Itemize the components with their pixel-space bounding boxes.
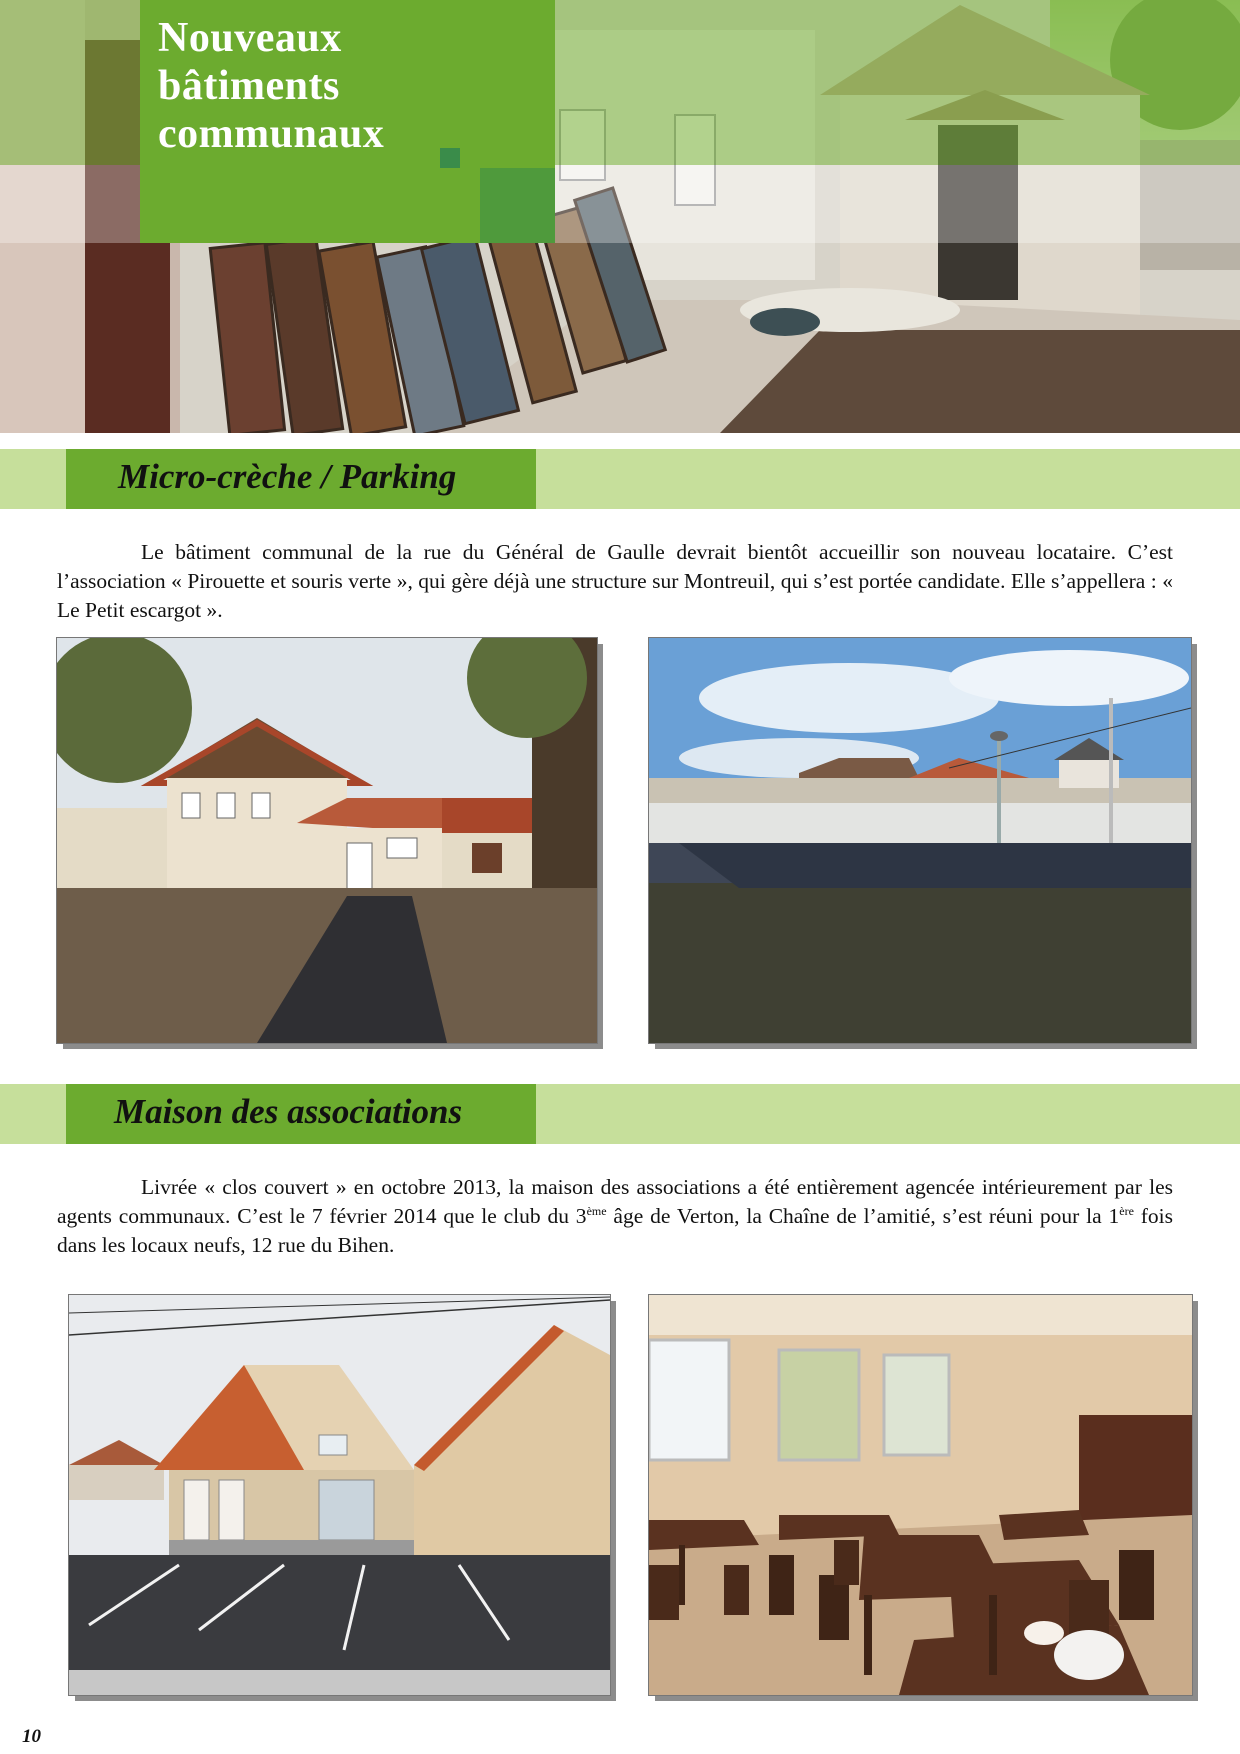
superscript-text: ère	[1119, 1203, 1134, 1218]
section-heading-tab	[66, 449, 536, 509]
paragraph-text: âge de Verton, la Chaîne de l’amitié, s’est réuni pour la 1	[606, 1204, 1120, 1228]
section-paragraph-micro-creche: Le bâtiment communal de la rue du Général de Gaulle devrait bientôt accueillir son nouveau locataire. C’est l’association « Pirouette et souris verte », qui gère déjà une structure sur Montreuil, qui s’est portée candidate. Elle s’appellera : « Le Petit escargot ».	[57, 540, 1173, 622]
photo-micro-creche-building	[57, 638, 597, 1043]
paragraph-text: Livrée « clos couvert » en octobre 2013, la maison des associations a été entièrement agencée intérieurement par les agents communaux. C’est le 7 février 2014 que le club du 3	[57, 1175, 1173, 1228]
section-heading-band	[0, 449, 1240, 509]
page-title-line: communaux	[158, 111, 385, 157]
photo-maison-associations-interior	[649, 1295, 1192, 1695]
building-photo	[57, 638, 597, 1043]
page-title-line: Nouveaux	[158, 15, 342, 61]
section-title-micro-creche: Micro-crèche / Parking	[118, 457, 457, 496]
paragraph-text: fois dans les locaux neufs, 12 rue du Bihen.	[57, 1204, 1173, 1257]
page-title	[158, 14, 384, 158]
title-block-decoration	[480, 168, 555, 243]
header-banner-photo	[0, 0, 1240, 433]
photo-parking	[649, 638, 1191, 1043]
section-heading-tab	[66, 1084, 536, 1144]
parking-photo	[649, 638, 1191, 1043]
interior-dining-room-photo	[649, 1295, 1192, 1695]
section-title-maison-associations: Maison des associations	[114, 1092, 463, 1131]
title-square-icon	[440, 148, 460, 168]
page-number: 10	[22, 1726, 41, 1747]
page-title-line: bâtiments	[158, 63, 340, 109]
section-heading-band	[0, 1084, 1240, 1144]
photo-maison-associations-exterior	[69, 1295, 610, 1695]
section-paragraph-maison-associations	[57, 1173, 1173, 1260]
superscript-text: ème	[586, 1203, 607, 1218]
building-exterior-photo	[69, 1295, 610, 1695]
page-title-box	[140, 0, 555, 243]
